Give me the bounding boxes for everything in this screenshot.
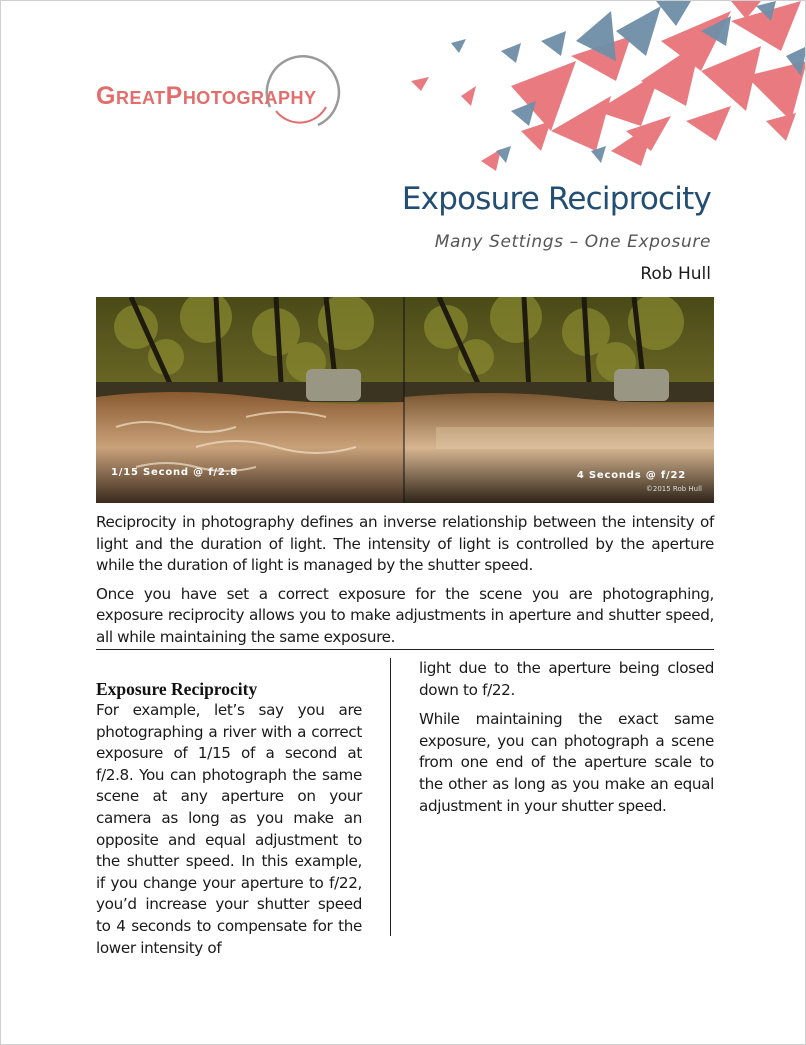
- logo-word-photography: HOTOGRAPHY: [182, 88, 317, 108]
- decorative-triangles-graphic: [401, 1, 806, 176]
- left-photo-caption: 1/15 Second @ f/2.8: [111, 467, 238, 478]
- column-left-text: For example, let’s say you are photographing a river with a correct exposure of 1/15 of a second at f/2.8. You can photograph the same scene at any aperture on your camera as long as you make an opposite and equal adjustment to the shutter speed. In this example, if you change your aperture to f/22, you’d increase your shutter speed to 4 seconds to compensate for the lower intensity of: [96, 701, 362, 957]
- photo-credit: ©2015 Rob Hull: [645, 485, 702, 493]
- right-photo-caption: 4 Seconds @ f/22: [576, 470, 686, 481]
- logo-initial-p: P: [165, 82, 183, 110]
- intro-paragraph-2: Once you have set a correct exposure for the scene you are photographing, exposure reciprocity allows you to make adjustments in aperture and shutter speed, all while maintaining the same exposure.: [96, 584, 714, 646]
- document-subtitle: Many Settings – One Exposure: [434, 232, 711, 252]
- logo-initial-g: G: [96, 82, 116, 110]
- section-heading: Exposure Reciprocity: [96, 679, 258, 699]
- logo-word-great: REAT: [115, 88, 166, 108]
- column-left: [96, 678, 362, 959]
- intro-text: [96, 512, 714, 655]
- intro-paragraph-1: Reciprocity in photography defines an inverse relationship between the intensity of light and the duration of light. The intensity of light is controlled by the aperture while the duration of light is managed by the shutter speed.: [96, 513, 714, 574]
- column-right-text-2: While maintaining the exact same exposure, you can photograph a scene from one end of the aperture scale to the other as long as you make an equal adjustment in your shutter speed.: [419, 710, 714, 815]
- column-right-text-1: light due to the aperture being closed down to f/22.: [419, 659, 714, 699]
- section-divider: [96, 649, 714, 650]
- great-photography-logo: [96, 49, 346, 139]
- logo-wordmark: [96, 82, 317, 111]
- document-author: Rob Hull: [640, 264, 711, 284]
- river-comparison-photo: [96, 297, 714, 503]
- column-divider: [390, 658, 391, 936]
- column-right: [419, 658, 714, 825]
- document-title: Exposure Reciprocity: [401, 181, 711, 217]
